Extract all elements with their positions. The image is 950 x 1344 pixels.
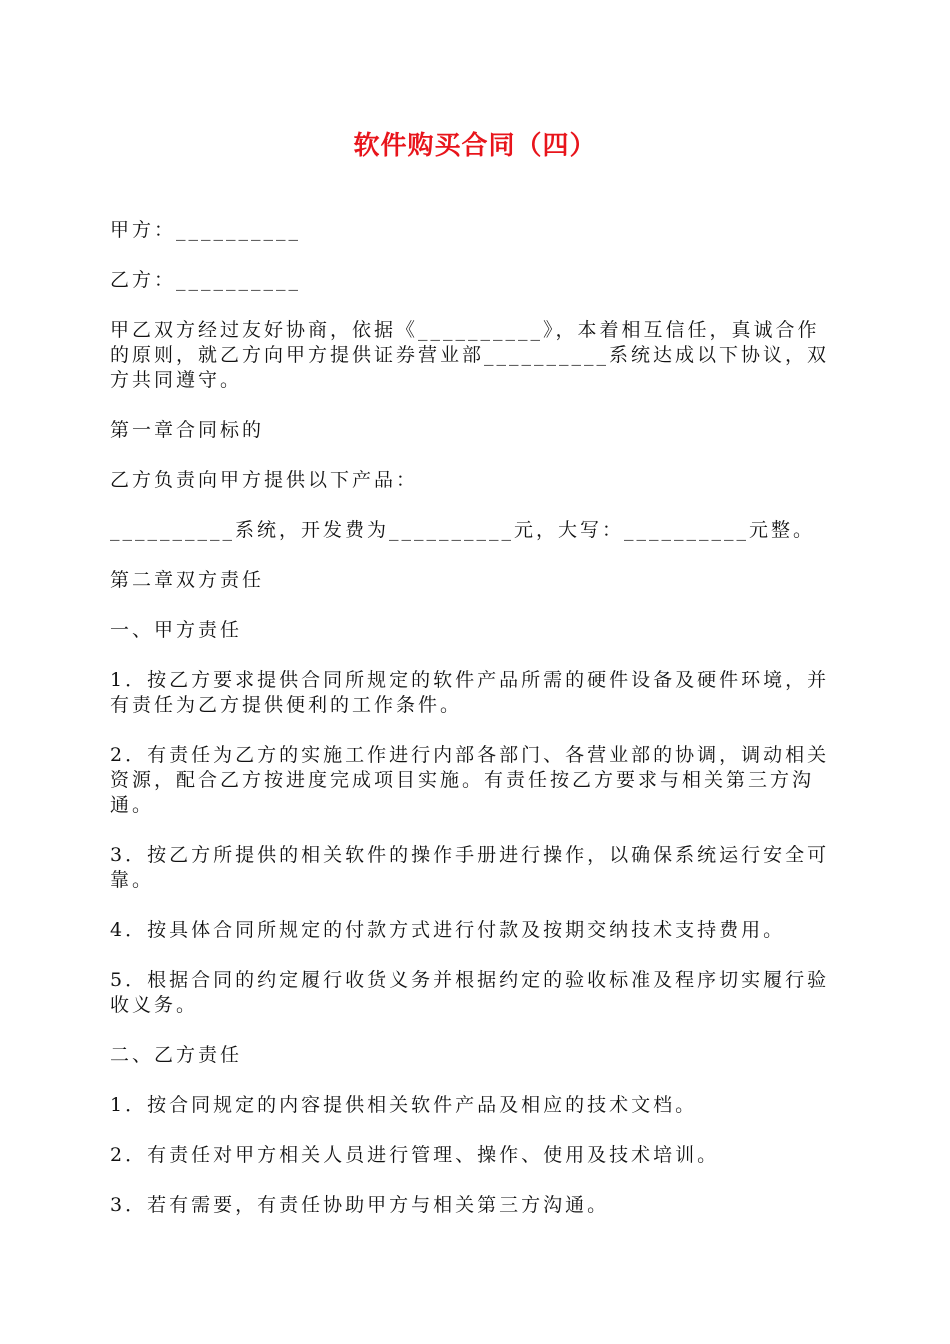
document-title: 软件购买合同（四） bbox=[353, 131, 597, 161]
chapter-2-heading: 第二章双方责任 bbox=[110, 569, 265, 591]
document-body bbox=[110, 218, 840, 1243]
preamble-paragraph: 甲乙双方经过友好协商，依据《__________》，本着相互信任，真诚合作的原则，就乙方向甲方提供证券营业部__________系统达成以下协议，双方共同遵守。 bbox=[110, 319, 830, 391]
party-a-duty-4: 4．按具体合同所规定的付款方式进行付款及按期交纳技术支持费用。 bbox=[110, 919, 786, 941]
party-b-duty-1: 1．按合同规定的内容提供相关软件产品及相应的技术文档。 bbox=[110, 1094, 698, 1116]
party-b-duty-2: 2．有责任对甲方相关人员进行管理、操作、使用及技术培训。 bbox=[110, 1144, 720, 1166]
party-b-line: 乙方：__________ bbox=[110, 269, 302, 291]
party-a-duty-1: 1．按乙方要求提供合同所规定的软件产品所需的硬件设备及硬件环境，并有责任为乙方提供便利的工作条件。 bbox=[110, 669, 830, 716]
party-a-duties-heading: 一、甲方责任 bbox=[110, 619, 243, 641]
chapter-1-heading: 第一章合同标的 bbox=[110, 419, 265, 441]
party-b-duty-3: 3．若有需要，有责任协助甲方与相关第三方沟通。 bbox=[110, 1194, 610, 1216]
product-fee-line: __________系统，开发费为__________元，大写：__________元整。 bbox=[110, 519, 816, 541]
party-a-line: 甲方：__________ bbox=[110, 219, 302, 241]
party-a-duty-2: 2．有责任为乙方的实施工作进行内部各部门、各营业部的协调，调动相关资源，配合乙方按进度完成项目实施。有责任按乙方要求与相关第三方沟通。 bbox=[110, 744, 830, 816]
party-b-duties-heading: 二、乙方责任 bbox=[110, 1044, 243, 1066]
party-a-duty-5: 5．根据合同的约定履行收货义务并根据约定的验收标准及程序切实履行验收义务。 bbox=[110, 969, 830, 1016]
party-a-duty-3: 3．按乙方所提供的相关软件的操作手册进行操作，以确保系统运行安全可靠。 bbox=[110, 844, 830, 891]
products-intro: 乙方负责向甲方提供以下产品： bbox=[110, 469, 419, 491]
